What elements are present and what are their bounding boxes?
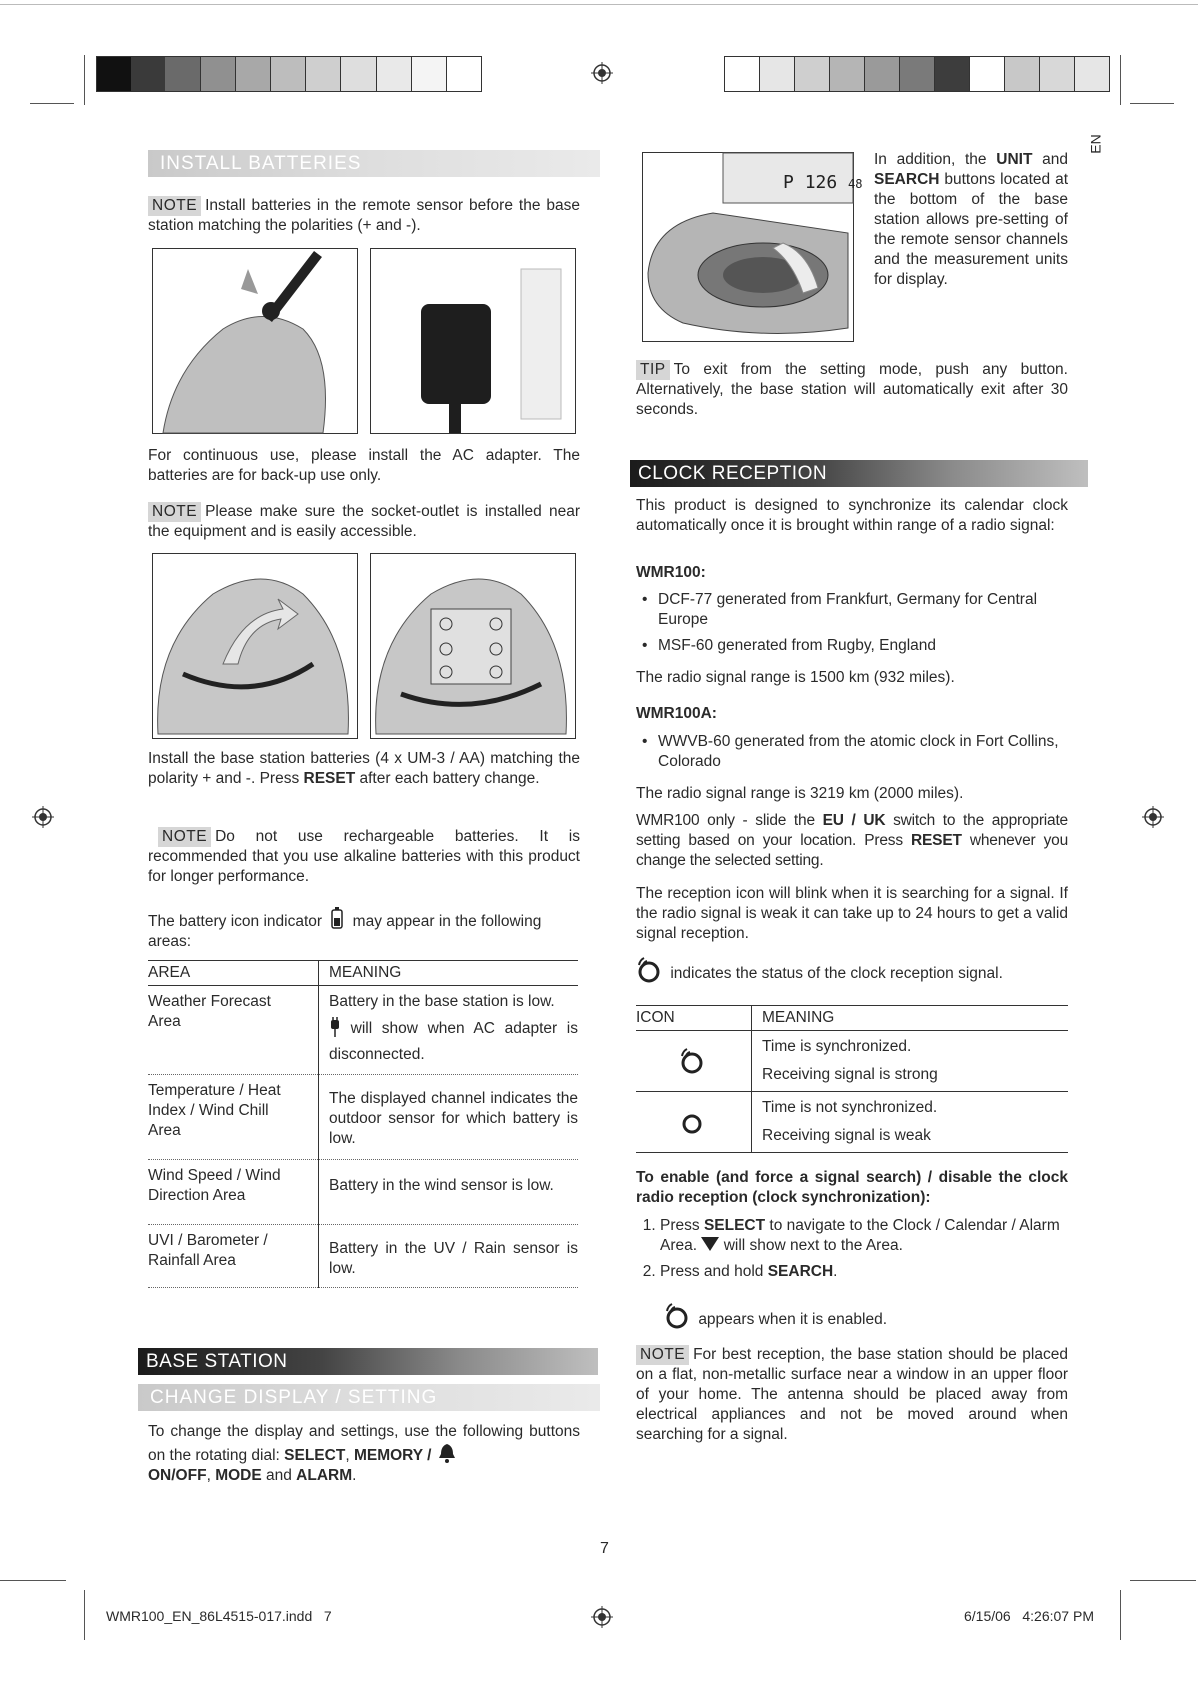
table-header: MEANING: [319, 961, 579, 986]
ac-adapter-image: [370, 248, 576, 434]
battery-icon: [330, 906, 344, 930]
crop-mark: [1130, 103, 1174, 104]
remote-sensor-battery-image: [152, 248, 358, 434]
table-row: Time is synchronized. Receiving signal is strong: [636, 1031, 1068, 1092]
note-install-order: NOTE Install batteries in the remote sensor before the base station matching the polarities (+ and -).: [148, 197, 580, 234]
range-1500: The radio signal range is 1500 km (932 miles).: [636, 669, 955, 686]
enable-heading: To enable (and force a signal search) / disable the clock radio reception (clock synchronization):: [636, 1169, 1068, 1206]
reception-strong-icon: [679, 1045, 709, 1075]
tip-label: TIP: [636, 360, 670, 380]
note-rechargeable: NOTE Do not use rechargeable batteries. It is recommended that you use alkaline batteries with this product for longer performance.: [148, 828, 580, 885]
note-label: NOTE: [148, 502, 201, 522]
footer-timestamp: 6/15/06 4:26:07 PM: [964, 1608, 1094, 1624]
crop-mark: [1120, 55, 1121, 105]
reception-strong-icon: [636, 954, 666, 984]
plug-icon: [329, 1017, 341, 1037]
list-item: 1. Press SELECT to navigate to the Clock / Calendar / Alarm Area. will show next to the Area.: [660, 1216, 1092, 1256]
blink-text: The reception icon will blink when it is searching for a signal. If the radio signal is weak it can take up to 24 hours to get a valid signal reception.: [636, 885, 1068, 942]
appears-enabled-text: appears when it is enabled.: [664, 1300, 887, 1330]
battery-area-table: [148, 960, 578, 1288]
list-item: 2. Press and hold SEARCH.: [660, 1262, 1092, 1282]
table-row: Weather Forecast Area Battery in the base station is low. will show when AC adapter is disconnected.: [148, 986, 578, 1075]
ac-adapter-text: For continuous use, please install the AC adapter. The batteries are for back-up use only.: [148, 447, 580, 484]
table-header: AREA: [148, 961, 319, 986]
battery-icon-text: The battery icon indicator may appear in the following areas:: [148, 906, 580, 952]
color-bar-right: [724, 56, 1110, 92]
table-row: Temperature / Heat Index / Wind Chill Area The displayed channel indicates the outdoor sensor for which battery is low.: [148, 1075, 578, 1160]
list-item: • DCF-77 generated from Frankfurt, Germany for Central Europe: [636, 590, 1068, 630]
note-label: NOTE: [158, 827, 211, 847]
note-label: NOTE: [636, 1345, 689, 1365]
note-socket-outlet: NOTE Please make sure the socket-outlet is installed near the equipment and is easily accessible.: [148, 503, 580, 540]
note-label: NOTE: [148, 196, 201, 216]
indicates-text: indicates the status of the clock reception signal.: [636, 954, 1068, 984]
alarm-bell-icon: [436, 1442, 458, 1464]
base-station-heading: BASE STATION: [138, 1348, 598, 1375]
list-item: • MSF-60 generated from Rugby, England: [636, 636, 1068, 656]
crop-mark: [30, 103, 74, 104]
note-best-reception: NOTE For best reception, the base station should be placed on a flat, non-metallic surface near a window in an upper floor of your home. The antenna should be placed away from electrical appliances and not be moved around when searching for a signal.: [636, 1346, 1068, 1443]
registration-mark-icon: [591, 1606, 613, 1628]
base-station-buttons-image: [642, 152, 863, 342]
reception-weak-icon: [679, 1106, 709, 1136]
crop-mark: [1120, 1590, 1121, 1640]
install-batteries-heading: INSTALL BATTERIES: [148, 150, 600, 177]
wmr100a-label: WMR100A:: [636, 705, 717, 722]
range-3219: The radio signal range is 3219 km (2000 miles).: [636, 785, 964, 802]
unit-search-text: In addition, the UNIT and SEARCH buttons located at the bottom of the base station allows pre-setting of the remote sensor channels and the measurement units for display.: [874, 151, 1069, 288]
crop-mark: [84, 1590, 85, 1640]
wmr100-label: WMR100:: [636, 564, 706, 581]
crop-mark: [1130, 1580, 1196, 1581]
install-base-batteries-text: Install the base station batteries (4 x UM-3 / AA) matching the polarity + and -. Press RESET after each battery change.: [148, 750, 580, 787]
selection-arrow-icon: [701, 1237, 719, 1251]
top-rule: [0, 4, 1198, 5]
crop-mark: [0, 1580, 66, 1581]
tip-exit-setting: TIP To exit from the setting mode, push any button. Alternatively, the base station will automatically exit after 30 seconds.: [636, 361, 1068, 418]
change-display-text: To change the display and settings, use the following buttons on the rotating dial: SELECT, MEMORY / ON/OFF, MODE and ALARM.: [148, 1423, 580, 1484]
base-station-batteries-image: [370, 553, 576, 739]
lcd-readout: P 126 48: [783, 172, 863, 193]
clock-intro-text: This product is designed to synchronize its calendar clock automatically once it is brought within range of a radio signal:: [636, 497, 1068, 534]
table-header: MEANING: [752, 1006, 1069, 1031]
table-row: Time is not synchronized. Receiving signal is weak: [636, 1092, 1068, 1153]
footer-filename: WMR100_EN_86L4515-017.indd 7: [106, 1608, 332, 1624]
eu-uk-switch-text: WMR100 only - slide the EU / UK switch to the appropriate setting based on your location. Press RESET whenever you change the selected setting.: [636, 812, 1068, 869]
reception-icon-table: [636, 1005, 1068, 1153]
change-display-heading: CHANGE DISPLAY / SETTING: [138, 1384, 600, 1411]
clock-reception-heading: CLOCK RECEPTION: [630, 460, 1088, 487]
table-row: UVI / Barometer / Rainfall Area Battery in the UV / Rain sensor is low.: [148, 1225, 578, 1288]
page-number: 7: [600, 1540, 609, 1557]
registration-mark-icon: [591, 62, 613, 84]
language-tab: EN: [1087, 134, 1104, 154]
registration-mark-icon: [1142, 806, 1164, 828]
wmr100-list: [636, 590, 1068, 662]
crop-mark: [84, 55, 85, 105]
base-station-battery-door-image: [152, 553, 358, 739]
table-row: Wind Speed / Wind Direction Area Battery in the wind sensor is low.: [148, 1160, 578, 1225]
reception-strong-icon: [664, 1300, 694, 1330]
color-bar-left: [96, 56, 482, 92]
registration-mark-icon: [32, 806, 54, 828]
enable-steps: [636, 1216, 1092, 1282]
wmr100a-list: [636, 732, 1068, 778]
list-item: • WWVB-60 generated from the atomic clock in Fort Collins, Colorado: [636, 732, 1068, 772]
table-header: ICON: [636, 1006, 752, 1031]
